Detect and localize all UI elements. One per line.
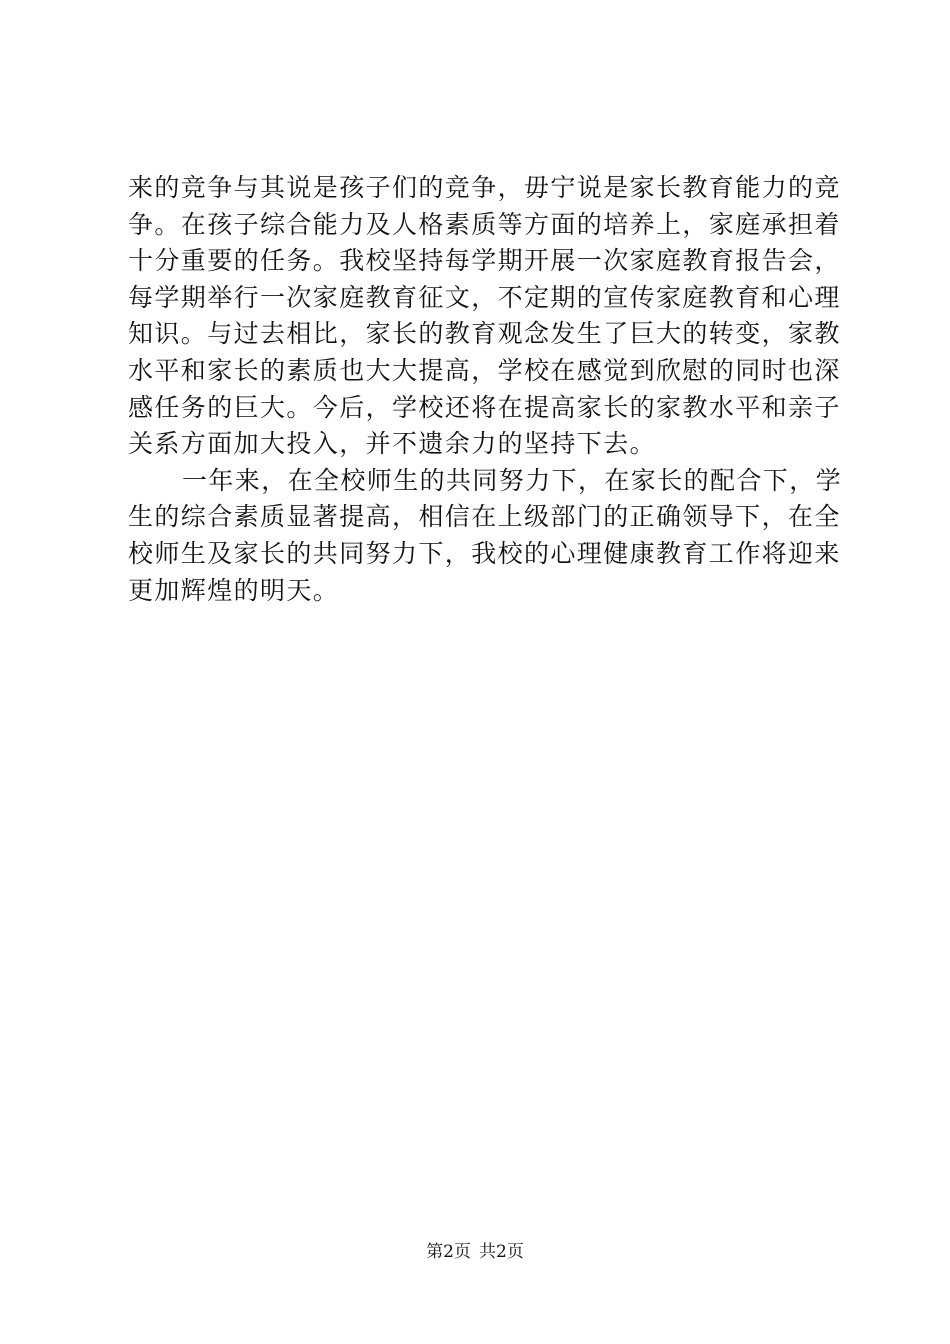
paragraph-line: 一年来，在全校师生的共同努力下，在家长的配合下，学 xyxy=(182,465,843,495)
paragraph-line: 更加辉煌的明天。 xyxy=(128,575,340,605)
paragraph-line: 知识。与过去相比，家长的教育观念发生了巨大的转变，家教 xyxy=(128,319,841,349)
page-footer xyxy=(0,1240,950,1264)
paragraph-line: 水平和家长的素质也大大提高，学校在感觉到欣慰的同时也深 xyxy=(128,355,841,385)
paragraph-line: 来的竞争与其说是孩子们的竞争，毋宁说是家长教育能力的竞 xyxy=(128,173,841,202)
page-number: 第2页 xyxy=(426,1242,471,1262)
paragraph-line: 争。在孩子综合能力及人格素质等方面的培养上，家庭承担着 xyxy=(128,209,841,239)
paragraph-line: 校师生及家长的共同努力下，我校的心理健康教育工作将迎来 xyxy=(128,538,841,568)
paragraph-line: 感任务的巨大。今后，学校还将在提高家长的家教水平和亲子 xyxy=(128,392,841,422)
document-body xyxy=(128,170,843,609)
page-total: 共2页 xyxy=(479,1242,524,1262)
paragraph-line: 十分重要的任务。我校坚持每学期开展一次家庭教育报告会， xyxy=(128,246,841,276)
paragraph-line: 生的综合素质显著提高，相信在上级部门的正确领导下，在全 xyxy=(128,502,841,532)
paragraph-line: 每学期举行一次家庭教育征文，不定期的宣传家庭教育和心理 xyxy=(128,282,841,312)
paragraph-line: 关系方面加大投入，并不遗余力的坚持下去。 xyxy=(128,429,657,459)
